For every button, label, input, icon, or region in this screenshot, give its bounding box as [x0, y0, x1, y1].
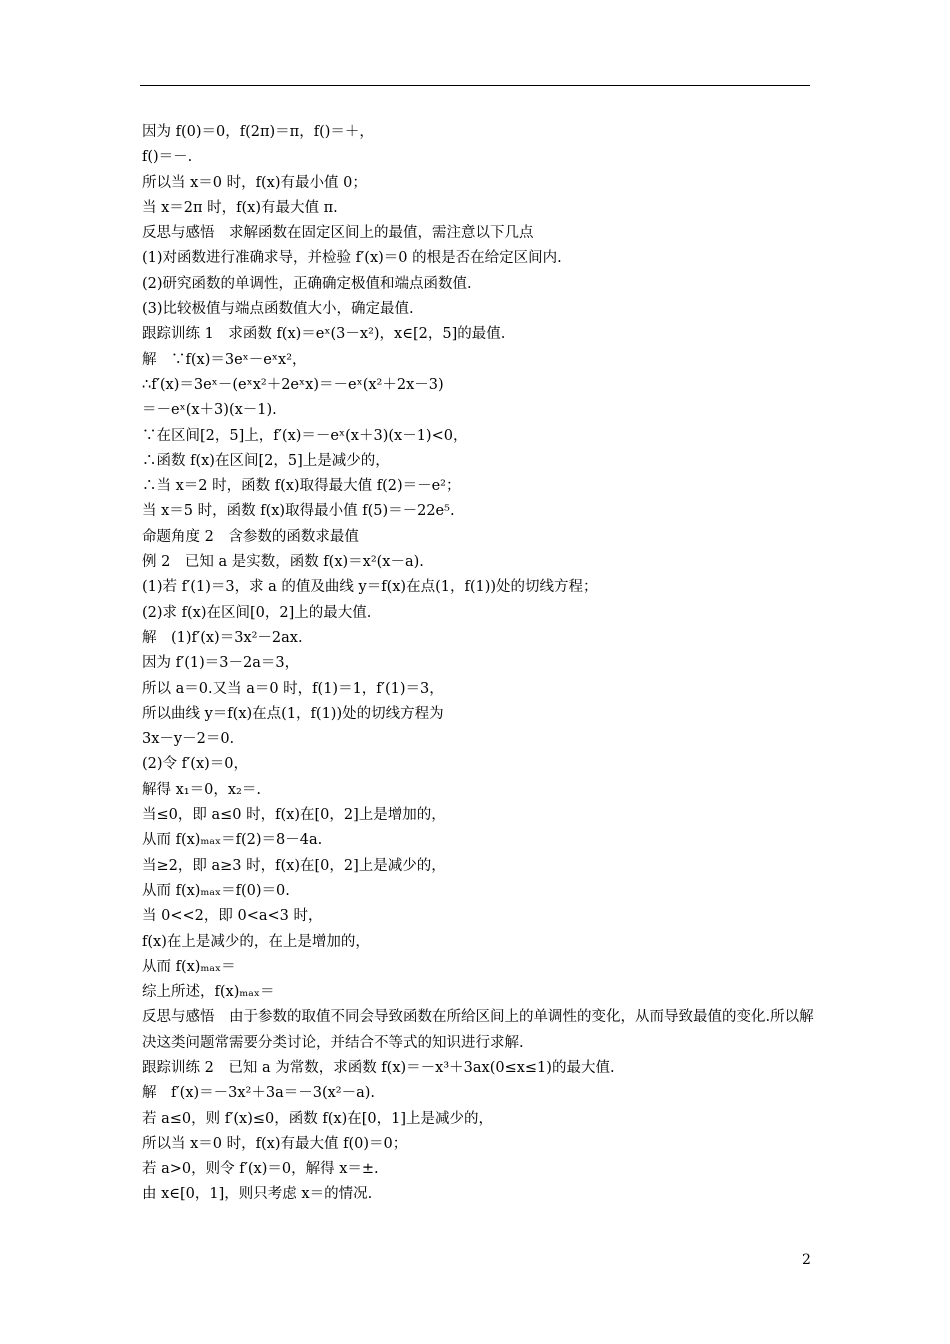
header-rule — [140, 85, 810, 86]
text-line: (2)求 f(x)在区间[0，2]上的最大值. — [142, 604, 372, 621]
text-line: 3x－y－2＝0. — [142, 731, 235, 748]
text-line: 从而 f(x)ₘₐₓ＝f(0)＝0. — [142, 882, 290, 899]
text-line: ∴当 x＝2 时，函数 f(x)取得最大值 f(2)＝－e²； — [142, 478, 461, 495]
text-line: 解 ∵f(x)＝3eˣ－eˣx²， — [142, 351, 307, 368]
text-line: 解 (1)f′(x)＝3x²－2ax. — [142, 629, 303, 646]
text-line: 所以曲线 y＝f(x)在点(1，f(1))处的切线方程为 — [142, 705, 444, 722]
text-line: 当≤0，即 a≤0 时，f(x)在[0，2]上是增加的， — [142, 807, 446, 824]
text-line: f(x)在上是减少的，在上是增加的， — [142, 933, 370, 950]
text-line: 所以当 x＝0 时，f(x)有最大值 f(0)＝0； — [142, 1135, 408, 1152]
text-line: 所以当 x＝0 时，f(x)有最小值 0； — [142, 174, 367, 191]
text-line: 解 f′(x)＝－3x²＋3a＝－3(x²－a). — [142, 1085, 376, 1102]
section-heading: 反思与感悟 求解函数在固定区间上的最值，需注意以下几点 — [142, 225, 534, 242]
text-line: 当≥2，即 a≥3 时，f(x)在[0，2]上是减少的， — [142, 857, 446, 874]
text-line: (3)比较极值与端点函数值大小，确定最值. — [142, 301, 414, 318]
text-line: (1)若 f′(1)＝3，求 a 的值及曲线 y＝f(x)在点(1，f(1))处的切线方程； — [142, 579, 598, 596]
text-line: 综上所述，f(x)ₘₐₓ＝ — [142, 984, 275, 1001]
text-line: 若 a>0，则令 f′(x)＝0，解得 x＝±. — [142, 1161, 379, 1178]
section-heading: 跟踪训练 2 已知 a 为常数，求函数 f(x)＝－x³＋3ax(0≤x≤1)的最大值. — [142, 1059, 615, 1076]
text-line: 从而 f(x)ₘₐₓ＝ — [142, 958, 236, 975]
text-line: (2)令 f′(x)＝0， — [142, 756, 249, 773]
text-line: f()＝－. — [142, 149, 193, 166]
text-line: ∴函数 f(x)在区间[2，5]上是减少的， — [142, 452, 390, 469]
page-number: 2 — [802, 1252, 811, 1268]
text-line: 因为 f(0)＝0，f(2π)＝π，f()＝＋， — [142, 124, 374, 140]
text-line: 当 0<<2，即 0<a<3 时， — [142, 908, 323, 925]
text-line: 所以 a＝0.又当 a＝0 时，f(1)＝1，f′(1)＝3， — [142, 680, 444, 697]
text-line: 由 x∈[0，1]，则只考虑 x＝的情况. — [142, 1186, 373, 1203]
text-line: 因为 f′(1)＝3－2a＝3， — [142, 655, 300, 672]
section-heading: 反思与感悟 由于参数的取值不同会导致函数在所给区间上的单调性的变化，从而导致最值的变化.所以解决这类问题常需要分类讨论，并结合不等式的知识进行求解. — [142, 1009, 814, 1051]
text-line: (2)研究函数的单调性，正确确定极值和端点函数值. — [142, 275, 472, 292]
text-line: ∵在区间[2，5]上，f′(x)＝－eˣ(x＋3)(x－1)<0， — [142, 427, 468, 444]
section-heading: 例 2 已知 a 是实数，函数 f(x)＝x²(x－a). — [142, 554, 424, 571]
document-body — [142, 120, 822, 1208]
section-heading: 命题角度 2 含参数的函数求最值 — [142, 528, 359, 545]
text-line: 当 x＝5 时，函数 f(x)取得最小值 f(5)＝－22e⁵. — [142, 503, 455, 520]
text-line: 当 x＝2π 时，f(x)有最大值 π. — [142, 199, 338, 216]
text-line: ∴f′(x)＝3eˣ－(eˣx²＋2eˣx)＝－eˣ(x²＋2x－3) — [142, 376, 444, 393]
text-line: 若 a≤0，则 f′(x)≤0，函数 f(x)在[0，1]上是减少的， — [142, 1110, 493, 1127]
section-heading: 跟踪训练 1 求函数 f(x)＝eˣ(3－x²)，x∈[2，5]的最值. — [142, 326, 506, 343]
text-line: 从而 f(x)ₘₐₓ＝f(2)＝8－4a. — [142, 832, 323, 849]
text-line: 解得 x₁＝0，x₂＝. — [142, 781, 261, 798]
text-line: ＝－eˣ(x＋3)(x－1). — [142, 402, 277, 419]
text-line: (1)对函数进行准确求导，并检验 f′(x)＝0 的根是否在给定区间内. — [142, 250, 562, 267]
